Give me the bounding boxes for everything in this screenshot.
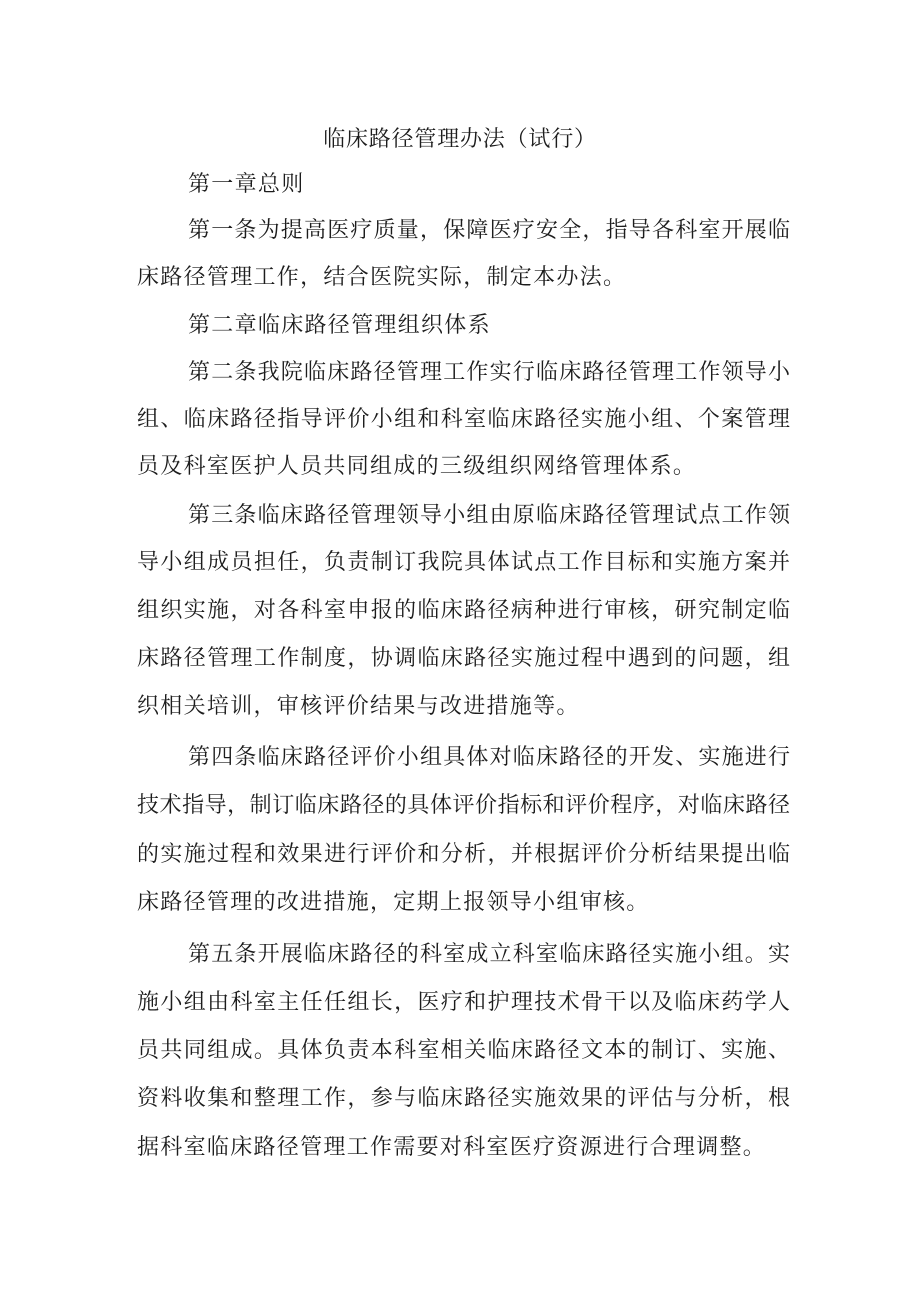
paragraph-line: 员共同组成。具体负责本科室相关临床路径文本的制订、实施、 xyxy=(137,1038,790,1063)
chapter-heading-line: 第二章临床路径管理组织体系 xyxy=(188,313,491,338)
paragraph-line: 第四条临床路径评价小组具体对临床路径的开发、实施进行 xyxy=(188,745,790,770)
paragraph-line: 组织实施，对各科室申报的临床路径病种进行审核，研究制定临 xyxy=(137,598,790,623)
paragraph-line: 组、临床路径指导评价小组和科室临床路径实施小组、个案管理 xyxy=(137,407,790,432)
document-title: 临床路径管理办法（试行） xyxy=(323,127,597,152)
paragraph-line: 导小组成员担任，负责制订我院具体试点工作目标和实施方案并 xyxy=(137,550,790,575)
chapter-heading-line: 第一章总则 xyxy=(188,172,305,197)
paragraph-line: 床路径管理工作制度，协调临床路径实施过程中遇到的问题，组 xyxy=(137,646,790,671)
paragraph-line: 员及科室医护人员共同组成的三级组织网络管理体系。 xyxy=(137,454,697,479)
paragraph-line: 第二条我院临床路径管理工作实行临床路径管理工作领导小 xyxy=(188,360,790,385)
paragraph-line: 第五条开展临床路径的科室成立科室临床路径实施小组。实 xyxy=(188,942,790,967)
paragraph-line: 技术指导，制订临床路径的具体评价指标和评价程序，对临床路径 xyxy=(137,793,790,818)
paragraph-line: 据科室临床路径管理工作需要对科室医疗资源进行合理调整。 xyxy=(137,1135,767,1160)
paragraph-line: 的实施过程和效果进行评价和分析，并根据评价分析结果提出临 xyxy=(137,842,790,867)
paragraph-line: 床路径管理的改进措施，定期上报领导小组审核。 xyxy=(137,890,650,915)
paragraph-line: 第一条为提高医疗质量，保障医疗安全，指导各科室开展临 xyxy=(188,218,790,243)
paragraph-line: 资料收集和整理工作，参与临床路径实施效果的评估与分析，根 xyxy=(137,1086,790,1111)
paragraph-line: 施小组由科室主任任组长，医疗和护理技术骨干以及临床药学人 xyxy=(137,990,790,1015)
paragraph-line: 第三条临床路径管理领导小组由原临床路径管理试点工作领 xyxy=(188,503,790,528)
paragraph-line: 织相关培训，审核评价结果与改进措施等。 xyxy=(137,694,580,719)
paragraph-line: 床路径管理工作，结合医院实际，制定本办法。 xyxy=(137,265,627,290)
